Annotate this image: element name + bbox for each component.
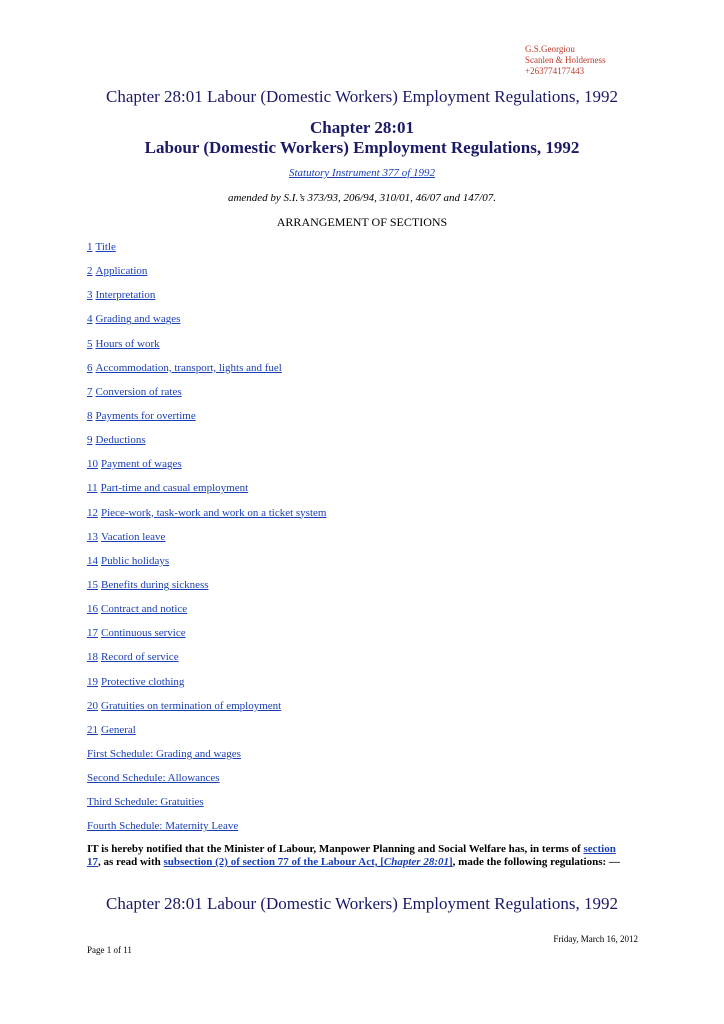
toc-section-link[interactable]: Title [95,241,116,253]
toc-section-link[interactable]: Benefits during sickness [101,578,209,591]
toc-section-link[interactable]: Record of service [101,651,179,664]
toc-section-link[interactable]: Gratuities on termination of employment [101,699,282,712]
toc-section-number-link[interactable]: 9 [87,434,93,447]
toc-item [87,650,326,674]
toc-section-number-link[interactable]: 6 [87,361,93,374]
labour-act-link-end: ] [449,856,453,868]
toc-section-link[interactable]: Hours of work [95,337,160,350]
statutory-instrument [0,167,724,179]
toc-section-number-link[interactable]: 16 [87,603,98,616]
enacting-text: , made the following regulations: — [452,856,620,868]
toc-section-link[interactable]: Vacation leave [101,530,166,543]
toc-section-link[interactable]: Payments for overtime [95,409,196,422]
toc-section-link[interactable]: Interpretation [95,289,156,302]
toc-schedule-item [87,819,326,843]
toc-schedule-link[interactable]: First Schedule: Grading and wages [87,747,241,760]
labour-act-link-text: subsection (2) of section 77 of the Labour Act, [ [163,856,384,868]
page-number: Page 1 of 11 [87,945,132,955]
running-header: Chapter 28:01 Labour (Domestic Workers) Employment Regulations, 1992 [105,87,618,106]
toc-section-link[interactable]: Grading and wages [95,313,181,326]
toc-section-link[interactable]: Part-time and casual employment [100,482,249,495]
toc-item [87,312,326,336]
toc-item [87,361,326,385]
toc-item [87,457,326,481]
toc-item [87,288,326,312]
toc-item [87,626,326,650]
toc-section-number-link[interactable]: 15 [87,578,98,591]
toc-item [87,675,326,699]
section-17-link[interactable]: section 17 [87,843,616,868]
toc-section-number-link[interactable]: 14 [87,554,98,567]
toc-section-number-link[interactable]: 5 [87,337,93,350]
toc-schedule-item [87,795,326,819]
toc-section-link[interactable]: Contract and notice [101,603,188,616]
labour-act-link[interactable] [164,856,453,868]
toc-item [87,433,326,457]
toc-section-number-link[interactable]: 11 [87,482,98,495]
toc-section-link[interactable]: Piece-work, task-work and work on a ticket system [101,506,327,519]
stamp-name: G.S.Georgiou [525,44,575,54]
toc-schedule-item [87,771,326,795]
print-date: Friday, March 16, 2012 [553,934,638,944]
toc-item [87,506,326,530]
toc-item [87,264,326,288]
toc-section-number-link[interactable]: 1 [87,241,93,253]
enacting-text: , as read with [98,856,164,868]
toc-item [87,385,326,409]
toc-section-number-link[interactable]: 10 [87,458,98,471]
arrangement-heading: ARRANGEMENT OF SECTIONS [276,215,448,229]
enacting-clause [87,843,627,869]
toc-item [87,481,326,505]
toc-item [87,723,326,747]
enacting-text: IT is hereby notified that the Minister of Labour, Manpower Planning and Social Welfare has, in terms of [87,843,584,855]
toc-section-link[interactable]: Deductions [95,434,146,447]
stamp-phone: +263774177443 [525,66,585,76]
table-of-contents [87,240,326,844]
toc-section-link[interactable]: Protective clothing [101,675,185,688]
toc-section-link[interactable]: Continuous service [101,627,186,640]
toc-schedule-link[interactable]: Third Schedule: Gratuities [87,796,204,809]
document-title [0,118,724,158]
toc-section-number-link[interactable]: 19 [87,675,98,688]
toc-section-link[interactable]: Conversion of rates [95,385,182,398]
toc-section-number-link[interactable]: 13 [87,530,98,543]
toc-section-link[interactable]: General [101,723,136,736]
toc-schedule-link[interactable]: Fourth Schedule: Maternity Leave [87,820,239,833]
toc-schedule-link[interactable]: Second Schedule: Allowances [87,772,220,785]
toc-section-link[interactable]: Public holidays [101,554,170,567]
toc-item [87,699,326,723]
toc-section-number-link[interactable]: 12 [87,506,98,519]
running-footer: Chapter 28:01 Labour (Domestic Workers) Employment Regulations, 1992 [105,894,618,913]
regulations-name: Labour (Domestic Workers) Employment Regulations, 1992 [144,138,580,157]
toc-section-number-link[interactable]: 2 [87,265,93,278]
toc-item [87,554,326,578]
author-stamp [525,44,605,77]
toc-section-link[interactable]: Payment of wages [101,458,182,471]
toc-section-number-link[interactable]: 18 [87,651,98,664]
toc-section-number-link[interactable]: 17 [87,627,98,640]
amendment-note: amended by S.I.’s 373/93, 206/94, 310/01, 46/07 and 147/07. [227,192,497,204]
toc-section-number-link[interactable]: 21 [87,723,98,736]
toc-item [87,578,326,602]
toc-item [87,240,326,264]
toc-item [87,530,326,554]
toc-item [87,409,326,433]
toc-schedule-item [87,747,326,771]
toc-section-number-link[interactable]: 8 [87,409,93,422]
toc-section-number-link[interactable]: 3 [87,289,93,302]
toc-item [87,602,326,626]
chapter-number: Chapter 28:01 [309,118,415,137]
toc-section-link[interactable]: Accommodation, transport, lights and fuel [95,361,282,374]
toc-section-number-link[interactable]: 20 [87,699,98,712]
statutory-instrument-link[interactable]: Statutory Instrument 377 of 1992 [288,167,436,179]
toc-section-number-link[interactable]: 7 [87,385,93,398]
toc-section-link[interactable]: Application [95,265,148,278]
toc-section-number-link[interactable]: 4 [87,313,93,326]
labour-act-chapter: Chapter 28:01 [383,856,449,868]
toc-item [87,337,326,361]
stamp-firm: Scanlen & Holderness [525,55,606,65]
